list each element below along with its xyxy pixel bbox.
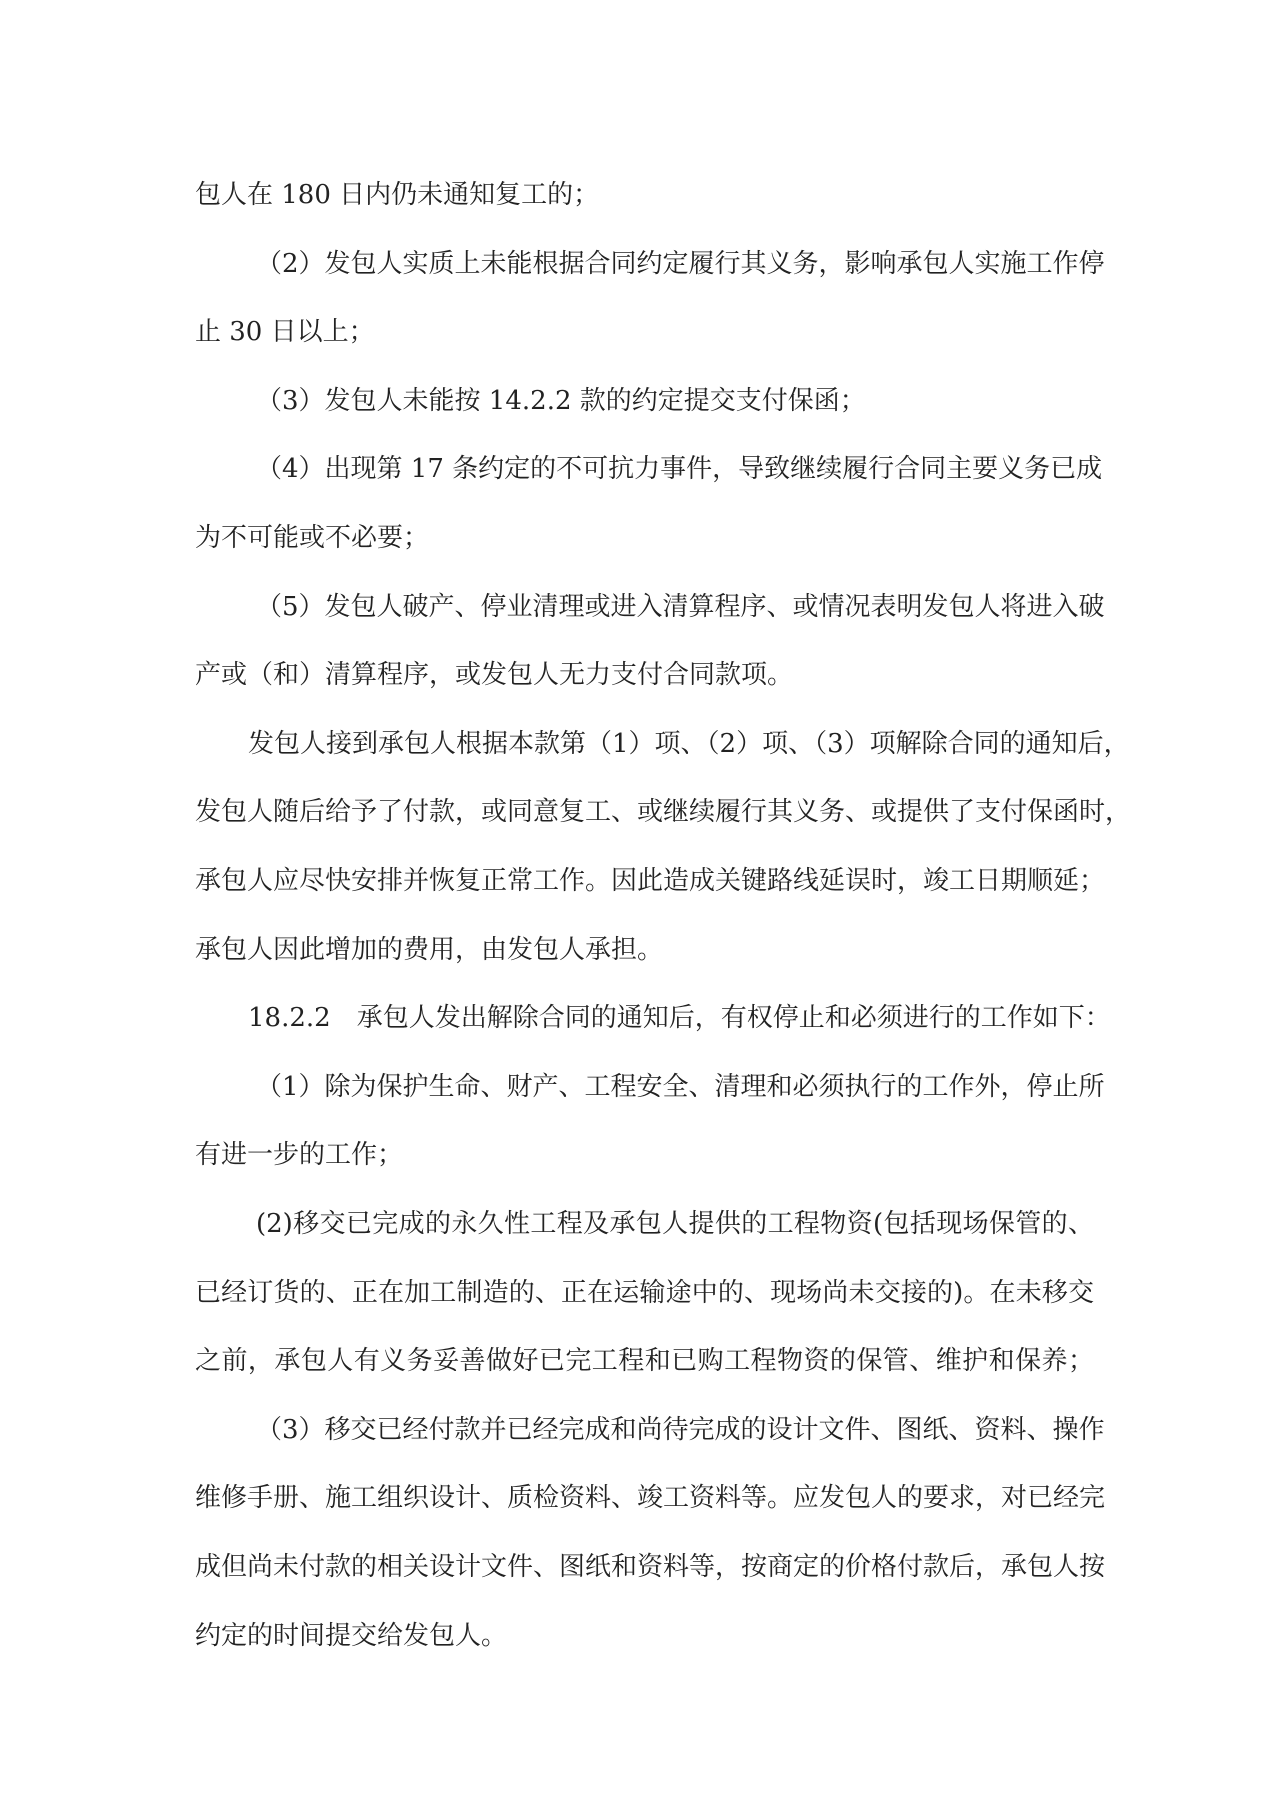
text-line: （1）除为保护生命、财产、工程安全、清理和必须执行的工作外，停止所 (256, 1071, 1105, 1102)
text-line: (2)移交已完成的永久性工程及承包人提供的工程物资(包括现场保管的、 (256, 1209, 1094, 1239)
text-line: 之前，承包人有义务妥善做好已完工程和已购工程物资的保管、维护和保养； (195, 1346, 1094, 1377)
text-line: 18.2.2 承包人发出解除合同的通知后，有权停止和必须进行的工作如下： (248, 1003, 1111, 1034)
text-line: （2）发包人实质上未能根据合同约定履行其义务，影响承包人实施工作停 (256, 248, 1105, 279)
text-line: 维修手册、施工组织设计、质检资料、竣工资料等。应发包人的要求，对已经完 (195, 1483, 1106, 1514)
text-line: 为不可能或不必要； (195, 523, 430, 553)
text-line: （3）移交已经付款并已经完成和尚待完成的设计文件、图纸、资料、操作 (256, 1414, 1105, 1445)
text-line: （4）出现第 17 条约定的不可抗力事件，导致继续履行合同主要义务已成 (256, 454, 1103, 485)
text-line: 已经订货的、正在加工制造的、正在运输途中的、现场尚未交接的)。在未移交 (195, 1277, 1094, 1308)
text-line: 成但尚未付款的相关设计文件、图纸和资料等，按商定的价格付款后，承包人按 (195, 1552, 1106, 1582)
text-line: （3）发包人未能按 14.2.2 款的约定提交支付保函； (256, 385, 866, 416)
text-line: 发包人随后给予了付款，或同意复工、或继续履行其义务、或提供了支付保函时， (195, 797, 1132, 828)
text-line: 有进一步的工作； (195, 1140, 404, 1171)
text-line: 包人在 180 日内仍未通知复工的； (195, 180, 600, 210)
text-line: 产或（和）清算程序，或发包人无力支付合同款项。 (195, 660, 794, 691)
text-line: 承包人应尽快安排并恢复正常工作。因此造成关键路线延误时，竣工日期顺延； (195, 866, 1106, 896)
text-line: 约定的时间提交给发包人。 (195, 1620, 508, 1651)
text-line: 承包人因此增加的费用，由发包人承担。 (195, 934, 664, 965)
text-line: （5）发包人破产、停业清理或进入清算程序、或情况表明发包人将进入破 (256, 591, 1105, 622)
text-line: 止 30 日以上； (195, 317, 375, 348)
text-line: 发包人接到承包人根据本款第（1）项、（2）项、（3）项解除合同的通知后， (248, 728, 1130, 759)
